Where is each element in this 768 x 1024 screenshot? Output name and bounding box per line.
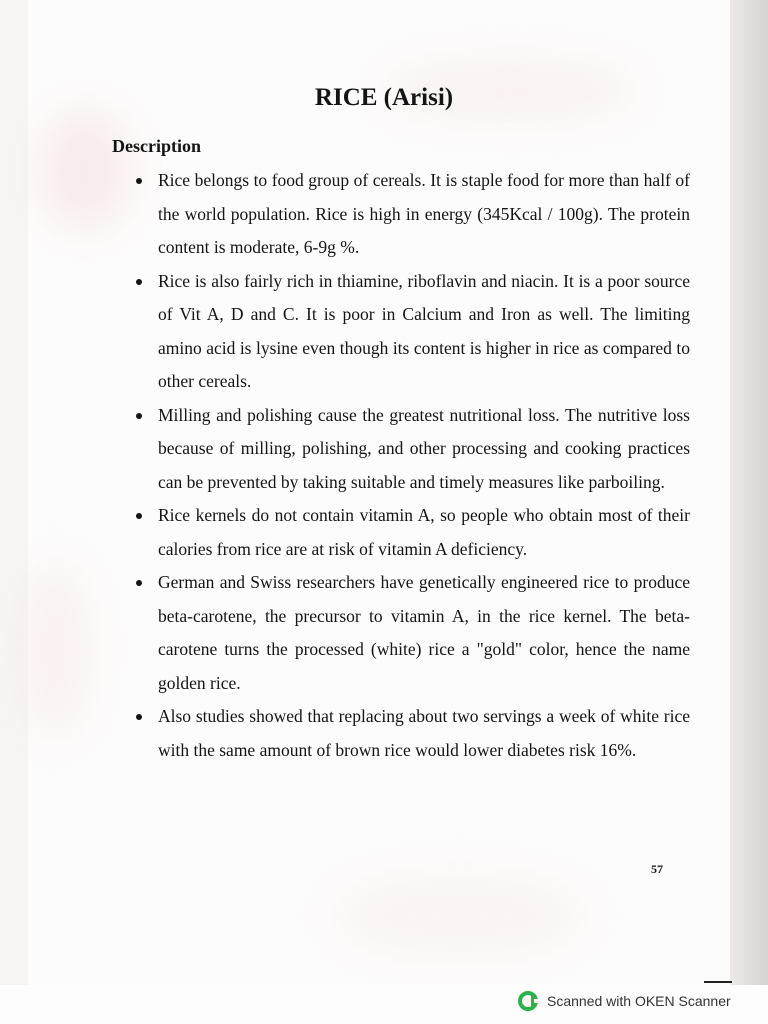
bullet-list <box>132 164 690 767</box>
bullet-item: Milling and polishing cause the greatest nutritional loss. The nutritive loss because of milling, polishing, and other processing and cooking practices can be prevented by taking suitable and timely measures like parboiling. <box>132 399 690 500</box>
paper-stain <box>330 870 590 960</box>
paper-stain <box>40 110 130 230</box>
bullet-item: Also studies showed that replacing about two servings a week of white rice with the same amount of brown rice would lower diabetes risk 16%. <box>132 700 690 767</box>
section-heading: Description <box>112 136 201 156</box>
oken-scanner-logo-icon <box>517 990 539 1012</box>
bullet-item: German and Swiss researchers have genetically engineered rice to produce beta-carotene, the precursor to vitamin A, in the rice kernel. The beta-carotene turns the processed (white) rice a "gold" color, hence the name golden rice. <box>132 566 690 700</box>
paper-stain <box>20 560 90 740</box>
page-edge-shadow <box>730 0 768 1024</box>
page-number: 57 <box>651 862 663 876</box>
bullet-item: Rice belongs to food group of cereals. It is staple food for more than half of the world population. Rice is high in energy (345Kcal / 100g). The protein content is moderate, 6-9g %. <box>132 164 690 265</box>
bullet-item: Rice is also fairly rich in thiamine, riboflavin and niacin. It is a poor source of Vit A, D and C. It is poor in Calcium and Iron as well. The limiting amino acid is lysine even though its content is higher in rice as compared to other cereals. <box>132 265 690 399</box>
bullet-item: Rice kernels do not contain vitamin A, so people who obtain most of their calories from rice are at risk of vitamin A deficiency. <box>132 499 690 566</box>
page-title: RICE (Arisi) <box>314 84 454 111</box>
watermark-text: Scanned with OKEN Scanner <box>547 993 731 1009</box>
corner-mark <box>704 981 732 983</box>
scanner-watermark <box>517 990 731 1012</box>
